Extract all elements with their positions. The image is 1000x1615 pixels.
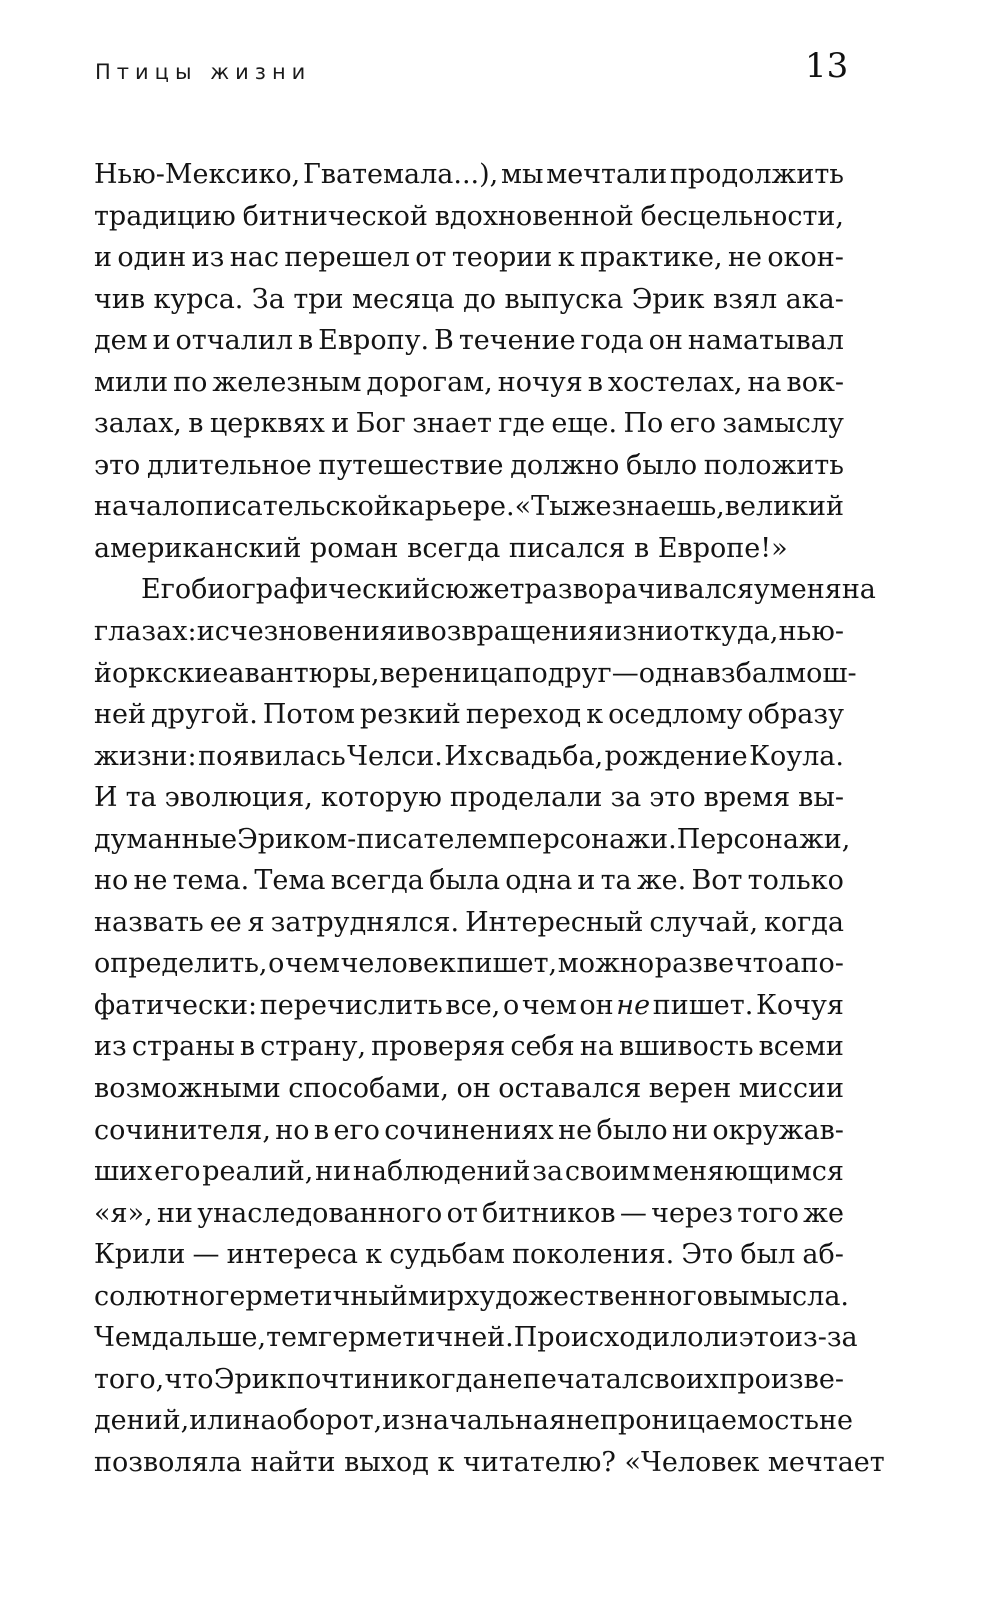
paragraph-1 (94, 154, 844, 569)
text-line (94, 320, 844, 362)
word: вы- (798, 782, 844, 814)
word: церквях (209, 408, 325, 440)
word: аб- (802, 1239, 844, 1271)
word: та (600, 865, 632, 897)
word: ней (94, 699, 146, 731)
word: не (133, 865, 168, 897)
word: Кочуя (755, 989, 844, 1021)
word: до (463, 283, 497, 315)
word: от (415, 242, 447, 274)
word: В (434, 325, 454, 357)
word: выпуска (504, 283, 624, 315)
word: Это (681, 1239, 734, 1271)
word: вдохновенной (434, 200, 634, 232)
text-line (94, 736, 844, 778)
word: судьбам (389, 1239, 505, 1271)
word: интереса (226, 1239, 359, 1271)
text-line (94, 1151, 844, 1193)
word: ни (315, 1156, 352, 1188)
text-line (94, 1234, 844, 1276)
word: герметичней. (318, 1322, 514, 1354)
word: Эриком-писателем (237, 823, 509, 855)
word: Их (444, 740, 484, 772)
word: и (577, 865, 596, 897)
word: знает (412, 408, 492, 440)
word: но (94, 865, 129, 897)
word: герметичный (215, 1280, 408, 1312)
text-line (94, 1276, 850, 1318)
word: проделали (449, 782, 603, 814)
text-line (94, 985, 844, 1027)
word: йоркские (94, 657, 229, 689)
word: он (579, 989, 614, 1021)
word: Челси. (347, 740, 443, 772)
word: Его (141, 574, 192, 606)
word: из-за (784, 1322, 858, 1354)
word: печатал (522, 1363, 639, 1395)
word: чив (94, 283, 146, 315)
word: он (648, 325, 683, 357)
word: почти (286, 1363, 372, 1395)
word: писательской (195, 491, 392, 523)
word: течение (458, 325, 576, 357)
word: возвращения (415, 616, 605, 648)
text-line (94, 1359, 844, 1401)
word: одна (505, 865, 573, 897)
word: было (596, 1114, 668, 1146)
word: в (239, 1031, 256, 1063)
word: замыслу (722, 408, 844, 440)
word: ночуя (497, 366, 583, 398)
word: — (611, 657, 639, 689)
word: чем (521, 989, 577, 1021)
word: сюжет (430, 574, 525, 606)
word: курса. (153, 283, 244, 315)
word: перешел (284, 242, 410, 274)
word: Происходило (513, 1322, 704, 1354)
word: мир (407, 1280, 465, 1312)
word: битнической (242, 200, 428, 232)
word: я (247, 906, 265, 938)
word: не (488, 1363, 523, 1395)
word: он (456, 1073, 491, 1105)
word: за (610, 782, 642, 814)
word: через (651, 1197, 733, 1229)
word: Персонажи, (676, 823, 851, 855)
word: — (192, 1239, 220, 1271)
word: И (94, 782, 118, 814)
word: по (173, 366, 208, 398)
text-line (94, 445, 844, 487)
word: окон- (767, 242, 844, 274)
word: чем (285, 948, 340, 980)
word: всегда (407, 532, 501, 564)
word: была (429, 865, 501, 897)
word: разворачивался (524, 574, 754, 606)
word: авантюры, (228, 657, 380, 689)
word: ли (703, 1322, 739, 1354)
word: от (446, 1197, 478, 1229)
word: «Ты (514, 491, 571, 523)
word: из (191, 242, 225, 274)
word: его (333, 1114, 380, 1146)
word: наматывал (687, 325, 844, 357)
word: что (734, 948, 784, 980)
word: Тема (254, 865, 326, 897)
word: появилась (198, 740, 346, 772)
text-line (94, 1400, 853, 1442)
word: карьере. (391, 491, 515, 523)
word: ни (156, 1197, 193, 1229)
text-line (94, 1110, 844, 1152)
word: образу (747, 699, 844, 731)
word: отчалил (175, 325, 293, 357)
word: наблюдений (352, 1156, 531, 1188)
word: того (737, 1197, 799, 1229)
text-line (94, 1193, 844, 1235)
word: мили (94, 366, 169, 398)
word: путешествие (318, 449, 504, 481)
text-line (94, 403, 844, 445)
word: битников (482, 1197, 616, 1229)
text-line (94, 569, 876, 611)
word: подруг (513, 657, 612, 689)
text-line (94, 196, 844, 238)
word: того, (94, 1363, 165, 1395)
word: проверяя (371, 1031, 506, 1063)
word: разве (654, 948, 735, 980)
text-line (94, 528, 844, 570)
word: за (532, 1156, 564, 1188)
word: тем (266, 1322, 319, 1354)
text-line (94, 1026, 844, 1068)
word: оставался (498, 1073, 642, 1105)
word: же (570, 491, 612, 523)
word: знаешь, (611, 491, 725, 523)
word: можно (557, 948, 655, 980)
word: практике, (579, 242, 723, 274)
word: железным (212, 366, 362, 398)
word: на (841, 574, 876, 606)
word: в (587, 366, 603, 398)
word: но (275, 1114, 310, 1146)
word: назвать (94, 906, 204, 938)
word: переход (465, 699, 582, 731)
word: оседлому (608, 699, 743, 731)
word: не (727, 242, 762, 274)
word: Крили (94, 1239, 186, 1271)
word: Европе!» (657, 532, 788, 564)
text-line (94, 1068, 844, 1110)
word: тема. (172, 865, 250, 897)
word: меняющимся (652, 1156, 844, 1188)
word: из (604, 616, 638, 648)
word: — (619, 1197, 647, 1229)
word: же. (636, 865, 687, 897)
word: дорогам, (366, 366, 493, 398)
word: окружав- (712, 1114, 844, 1146)
word: пишет. (652, 989, 754, 1021)
word: года (580, 325, 644, 357)
word: из (94, 1031, 127, 1063)
word: себя (510, 1031, 575, 1063)
word: Коула. (749, 740, 844, 772)
word: своим (564, 1156, 651, 1188)
word: месяца (352, 283, 455, 315)
word: изначальная (382, 1405, 567, 1437)
word: длительное (146, 449, 312, 481)
word: меня (769, 574, 842, 606)
word: выход (344, 1446, 429, 1478)
word: определить, (94, 948, 268, 980)
word: это (738, 1322, 785, 1354)
word: что (164, 1363, 214, 1395)
word: сочинениях (384, 1114, 554, 1146)
word: это (649, 782, 696, 814)
text-line (94, 362, 844, 404)
word: апо- (784, 948, 844, 980)
word: нас (229, 242, 279, 274)
word: затруднялся. (270, 906, 460, 938)
word: дений, (94, 1405, 190, 1437)
word: произве- (719, 1363, 844, 1395)
word: По (623, 408, 664, 440)
word: эволюция, (164, 782, 313, 814)
word: должно (510, 449, 620, 481)
word: не (616, 989, 651, 1021)
word: было (625, 449, 698, 481)
text-line (94, 860, 844, 902)
word: великий (724, 491, 844, 523)
word: хостелах, (607, 366, 743, 398)
word: ее (209, 906, 242, 938)
word: дем (94, 325, 148, 357)
word: непроницаемость (566, 1405, 819, 1437)
word: найти (250, 1446, 336, 1478)
word: читателю? (462, 1446, 616, 1478)
text-line (94, 902, 844, 944)
word: никогда (372, 1363, 489, 1395)
word: или (189, 1405, 243, 1437)
word: Гватемала...), (302, 159, 499, 190)
word: вок- (786, 366, 844, 398)
word: о (268, 948, 285, 980)
text-line (94, 486, 844, 528)
word: всегда (330, 865, 424, 897)
word: одна (638, 657, 706, 689)
word: все, (445, 989, 501, 1021)
word: у (753, 574, 770, 606)
text-line (94, 777, 844, 819)
word: не (558, 1114, 593, 1146)
word: «Человек (624, 1446, 760, 1478)
word: его (669, 408, 717, 440)
word: мечтали (546, 159, 668, 190)
word: его (154, 1156, 201, 1188)
word: начало (94, 491, 196, 523)
word: Эрик (213, 1363, 287, 1395)
word: Интересный (465, 906, 644, 938)
word: возможными (94, 1073, 281, 1105)
word: теории (451, 242, 553, 274)
word: на (747, 366, 782, 398)
word: человек (340, 948, 456, 980)
word: жизни: (94, 740, 197, 772)
text-line (94, 819, 851, 861)
word: Европу. (318, 325, 430, 357)
word: и (152, 325, 171, 357)
word: где (498, 408, 546, 440)
word: это (94, 449, 141, 481)
word: Вот (691, 865, 743, 897)
word: вымысла. (712, 1280, 850, 1312)
word: продолжить (669, 159, 844, 190)
text-line (94, 694, 844, 736)
word: наоборот, (242, 1405, 383, 1437)
running-head-title: Птицы жизни (95, 60, 312, 84)
word: Бог (355, 408, 406, 440)
word: взял (713, 283, 778, 315)
word: думанные (94, 823, 238, 855)
page-number: 13 (805, 46, 849, 86)
word: писался (508, 532, 626, 564)
word: бесцельности, (640, 200, 844, 232)
text-line (94, 653, 857, 695)
word: один (117, 242, 187, 274)
word: вереница (379, 657, 514, 689)
word: Эрик (631, 283, 705, 315)
word: Нью-Мексико, (94, 159, 301, 190)
word: американский (94, 532, 302, 564)
text-line (94, 279, 844, 321)
word: дальше, (151, 1322, 267, 1354)
paragraph-2 (94, 569, 885, 1483)
word: позволяла (94, 1446, 242, 1478)
word: ниоткуда, (637, 616, 779, 648)
word: унаследованного (197, 1197, 443, 1229)
word: реалий, (202, 1156, 314, 1188)
word: другой. (151, 699, 258, 731)
word: всеми (758, 1031, 844, 1063)
word: За (251, 283, 285, 315)
word: та (125, 782, 157, 814)
word: «я», (94, 1197, 153, 1229)
word: время (703, 782, 791, 814)
word: поколения. (512, 1239, 675, 1271)
word: к (437, 1446, 455, 1478)
text-line (94, 1442, 885, 1484)
word: роман (309, 532, 399, 564)
word: три (293, 283, 344, 315)
word: вшивость (619, 1031, 754, 1063)
word: к (557, 242, 575, 274)
word: на (579, 1031, 614, 1063)
word: которую (320, 782, 442, 814)
word: персонажи. (508, 823, 677, 855)
word: нью- (778, 616, 844, 648)
word: художественного (464, 1280, 713, 1312)
word: традицию (94, 200, 236, 232)
word: и (94, 242, 112, 274)
body-text (94, 154, 885, 1484)
word: перечислить (259, 989, 443, 1021)
word: Чем (94, 1322, 152, 1354)
word: миссии (738, 1073, 844, 1105)
word: когда (764, 906, 844, 938)
word: резкий (359, 699, 461, 731)
word: в (188, 408, 204, 440)
word: и (397, 616, 416, 648)
word: о (502, 989, 520, 1021)
word: исчезновения (196, 616, 397, 648)
word: глазах: (94, 616, 197, 648)
word: страну, (260, 1031, 367, 1063)
word: ака- (785, 283, 844, 315)
word: солютно (94, 1280, 216, 1312)
text-line (94, 611, 844, 653)
word: сочинителя, (94, 1114, 271, 1146)
word: к (586, 699, 604, 731)
text-line (94, 943, 844, 985)
word: рождение (604, 740, 748, 772)
word: пишет, (456, 948, 558, 980)
word: фатически: (94, 989, 258, 1021)
word: только (747, 865, 844, 897)
word: своих (639, 1363, 720, 1395)
word: еще. (551, 408, 618, 440)
word: положить (703, 449, 844, 481)
word: ших (94, 1156, 153, 1188)
text-line (94, 237, 844, 279)
word: способами, (288, 1073, 449, 1105)
word: случай, (649, 906, 759, 938)
word: не (818, 1405, 853, 1437)
word: в (634, 532, 650, 564)
word: к (365, 1239, 383, 1271)
word: мы (500, 159, 544, 190)
word: в (313, 1114, 330, 1146)
word: мечтает (767, 1446, 885, 1478)
text-line (94, 1317, 858, 1359)
word: страны (131, 1031, 235, 1063)
word: Потом (262, 699, 355, 731)
word: в (297, 325, 314, 357)
word: залах, (94, 408, 182, 440)
text-line (94, 154, 844, 196)
word: свадьба, (484, 740, 604, 772)
word: же (803, 1197, 844, 1229)
word: взбалмош- (705, 657, 857, 689)
word: верен (648, 1073, 732, 1105)
word: ни (671, 1114, 708, 1146)
word: биографический (191, 574, 431, 606)
word: был (740, 1239, 796, 1271)
word: и (331, 408, 350, 440)
